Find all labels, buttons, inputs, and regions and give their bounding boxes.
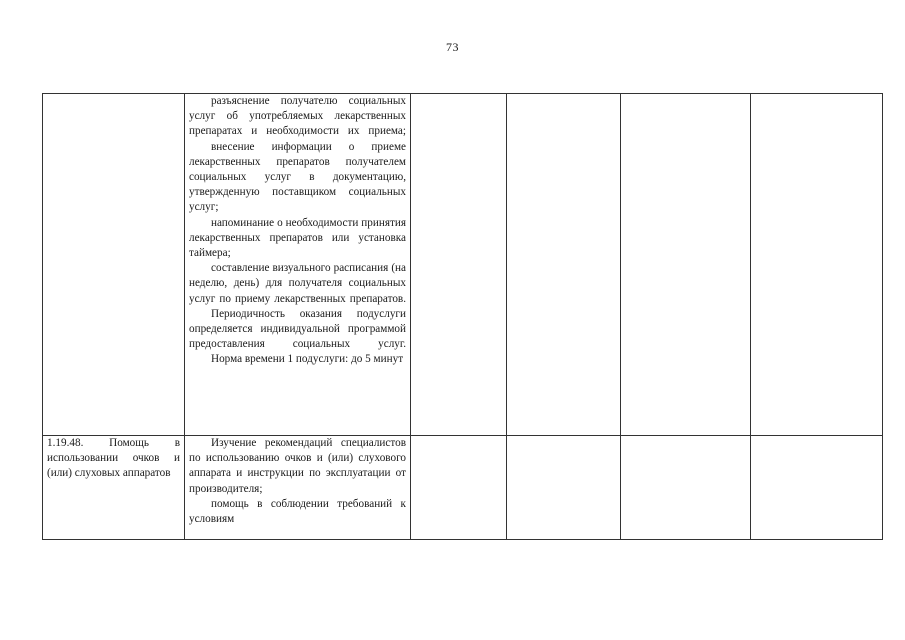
empty-cell (507, 436, 621, 540)
description-paragraph: разъяснение получателю социальных услуг об употребляемых лекарственных препаратах и необходимости их приема; (189, 95, 406, 138)
description-paragraph: Периодичность оказания подуслуги определяется индивидуальной программой предоставления социальных услуг. (189, 307, 406, 351)
page-number: 73 (446, 40, 459, 54)
description-paragraph: составление визуального расписания (на неделю, день) для получателя социальных услуг по приему лекарственных препаратов. (189, 262, 406, 305)
empty-cell (751, 94, 883, 436)
service-name-cell (43, 94, 185, 436)
empty-cell (621, 94, 751, 436)
empty-cell (411, 94, 507, 436)
empty-cell (751, 436, 883, 540)
service-description-cell (185, 94, 411, 436)
services-table (42, 93, 883, 540)
empty-cell (621, 436, 751, 540)
empty-cell (411, 436, 507, 540)
service-description-cell (185, 436, 411, 540)
description-paragraph: внесение информации о приеме лекарственных препаратов получателем социальных услуг в документацию, утвержденную поставщиком социальных услуг; (189, 140, 406, 214)
empty-cell (507, 94, 621, 436)
service-name: 1.19.48. Помощь в использовании очков и (или) слуховых аппаратов (47, 437, 180, 480)
description-paragraph: помощь в соблюдении требований к условиям (189, 497, 406, 526)
table-row (43, 94, 883, 436)
description-paragraph: напоминание о необходимости принятия лекарственных препаратов или установка таймера; (189, 216, 406, 260)
table-row (43, 436, 883, 540)
service-name-cell (43, 436, 185, 540)
description-paragraph: Норма времени 1 подуслуги: до 5 минут (211, 353, 404, 366)
description-paragraph: Изучение рекомендаций специалистов по использованию очков и (или) слухового аппарата и инструкции по эксплуатации от производителя; (189, 437, 406, 495)
